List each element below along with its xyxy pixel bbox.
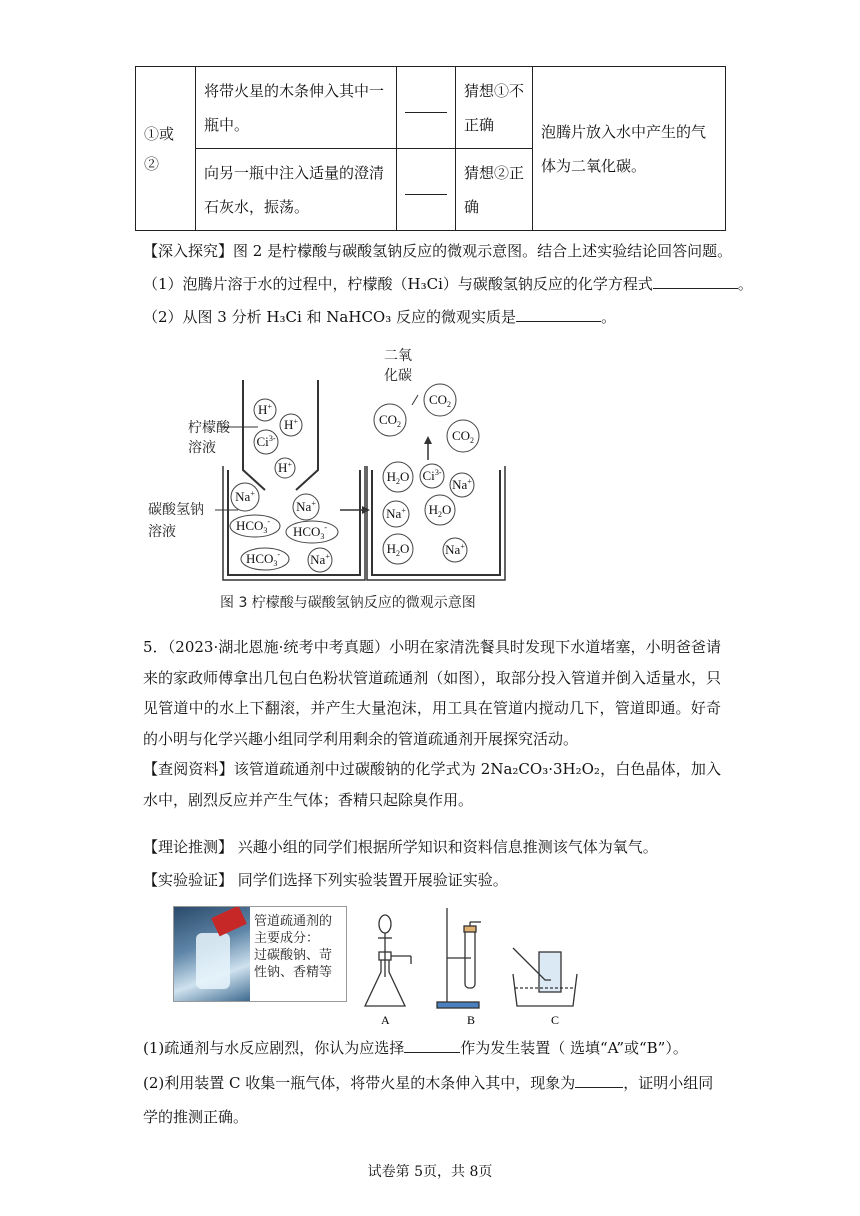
ion-h-2: H+	[284, 417, 298, 432]
product-text-4: 性钠、香精等	[254, 965, 333, 980]
q5-sub2	[143, 1073, 713, 1093]
ion-hco3-2: $HCO_3^-$	[292, 523, 328, 541]
table-cell-result1: 猜想①不正确	[456, 67, 533, 149]
apparatus-b	[437, 908, 481, 1008]
mol-h2o-2: $H_2O$	[428, 502, 452, 519]
q5-reference: 【查阅资料】该管道疏通剂中过碳酸钠的化学式为 2Na₂CO₃·3H₂O₂，白色晶体，加入水中，剧烈反应并产生气体；香精只起除臭作用。	[143, 760, 721, 809]
answer-blank	[404, 1038, 460, 1053]
deep-q2	[143, 307, 616, 327]
deep-q1	[143, 274, 753, 294]
figure3-diagram	[140, 340, 520, 620]
ion-h-3: H+	[278, 460, 292, 475]
deep-q2-text: （2）从图 3 分析 H₃Ci 和 NaHCO₃ 反应的微观实质是	[143, 308, 517, 326]
q5-sub2-cont: 学的推测正确。	[143, 1108, 249, 1126]
label-b: B	[467, 1013, 476, 1027]
mol-h2o-1: $H_2O$	[386, 469, 410, 486]
label-c: C	[551, 1013, 560, 1027]
deep-intro: 【深入探究】图 2 是柠檬酸与碳酸氢钠反应的微观示意图。结合上述实验结论回答问题。	[143, 242, 733, 260]
label-bicarbonate-solution: 溶液	[148, 524, 176, 540]
table-cell-blank1	[397, 67, 456, 149]
mol-co2-1: $CO_2$	[428, 392, 452, 409]
apparatus-diagram	[355, 902, 585, 1027]
product-text-1: 管道疏通剂的	[254, 914, 333, 929]
table-cell-op1: 将带火星的木条伸入其中一瓶中。	[196, 67, 397, 149]
label-bicarbonate: 碳酸氢钠	[148, 502, 204, 518]
label-co2-line1: 二氧	[384, 348, 412, 364]
ion-hco3-1: $HCO_3^-$	[235, 517, 271, 535]
deep-q2-end: 。	[601, 308, 617, 326]
answer-blank	[575, 1073, 623, 1088]
ion-hco3-3: $HCO_3^-$	[245, 550, 281, 568]
mol-co2-2: $CO_2$	[378, 412, 402, 429]
q5-sub1-text: (1)疏通剂与水反应剧烈，你认为应选择	[143, 1039, 405, 1057]
ion-na-4: Na+	[452, 477, 472, 492]
q5-sub2-text: (2)利用装置 C 收集一瓶气体，将带火星的木条伸入其中，现象为	[143, 1074, 576, 1092]
deep-q1-end: 。	[737, 275, 753, 293]
q5-sub2-end: ，证明小组同	[623, 1074, 714, 1092]
q5-sub1-end: 作为发生装置（ 选填“A”或“B”）。	[460, 1039, 688, 1057]
apparatus-c	[513, 948, 577, 1006]
ion-na-5: Na+	[386, 506, 406, 521]
ion-ci-2: $Ci^{3-}$	[422, 468, 442, 483]
product-text-2: 主要成分：	[254, 931, 320, 946]
answer-blank	[516, 307, 601, 322]
figure3-caption: 图 3 柠檬酸与碳酸氢钠反应的微观示意图	[220, 595, 476, 611]
ion-na-3: Na+	[310, 552, 330, 567]
ion-na-6: Na+	[445, 542, 465, 557]
ion-na-2: Na+	[296, 499, 316, 514]
ion-ci: $Ci^{3-}$	[256, 434, 276, 449]
product-text-3: 过碳酸钠、苛	[254, 948, 333, 963]
ion-na-1: Na+	[235, 489, 255, 504]
table-cell-conclusion: 泡腾片放入水中产生的气体为二氧化碳。	[533, 67, 726, 231]
q5-theory: 【理论推测】 兴趣小组的同学们根据所学知识和资料信息推测该气体为氧气。	[143, 838, 658, 856]
mol-h2o-3: $H_2O$	[386, 541, 410, 558]
label-citric-solution: 溶液	[188, 440, 216, 456]
table-cell-op2: 向另一瓶中注入适量的澄清石灰水，振荡。	[196, 149, 397, 231]
pipe-photo	[174, 907, 250, 1001]
table-cell-blank2	[397, 149, 456, 231]
table-cell-result2: 猜想②正确	[456, 149, 533, 231]
apparatus-a	[365, 915, 411, 1006]
mol-co2-3: $CO_2$	[451, 428, 475, 445]
label-a: A	[381, 1013, 390, 1027]
q5-verification: 【实验验证】 同学们选择下列实验装置开展验证实验。	[143, 871, 508, 889]
answer-blank	[653, 274, 738, 289]
deep-q1-text: （1）泡腾片溶于水的过程中，柠檬酸（H₃Ci）与碳酸氢钠反应的化学方程式	[143, 275, 653, 293]
table-cell-option: ①或②	[136, 67, 196, 231]
label-citric-acid: 柠檬酸	[188, 420, 230, 436]
q5-paragraph: 5．（2023·湖北恩施·统考中考真题）小明在家清洗餐具时发现下水道堵塞，小明爸爸请来的家政师傅拿出几包白色粉状管道疏通剂（如图），取部分投入管道并倒入适量水，只见管道中的水上下翻滚，并产生大量泡沫，用工具在管道内搅动几下，管道即通。好奇的小明与化学兴趣小组同学利用剩余的管道疏通剂开展探究活动。	[143, 638, 721, 748]
drain-cleaner-image	[173, 906, 347, 1002]
label-co2-line2: 化碳	[384, 368, 412, 384]
q5-sub1	[143, 1038, 688, 1058]
ion-h-1: H+	[258, 402, 272, 417]
experiment-table	[135, 66, 726, 231]
page-footer: 试卷第 5页，共 8页	[367, 1164, 493, 1180]
